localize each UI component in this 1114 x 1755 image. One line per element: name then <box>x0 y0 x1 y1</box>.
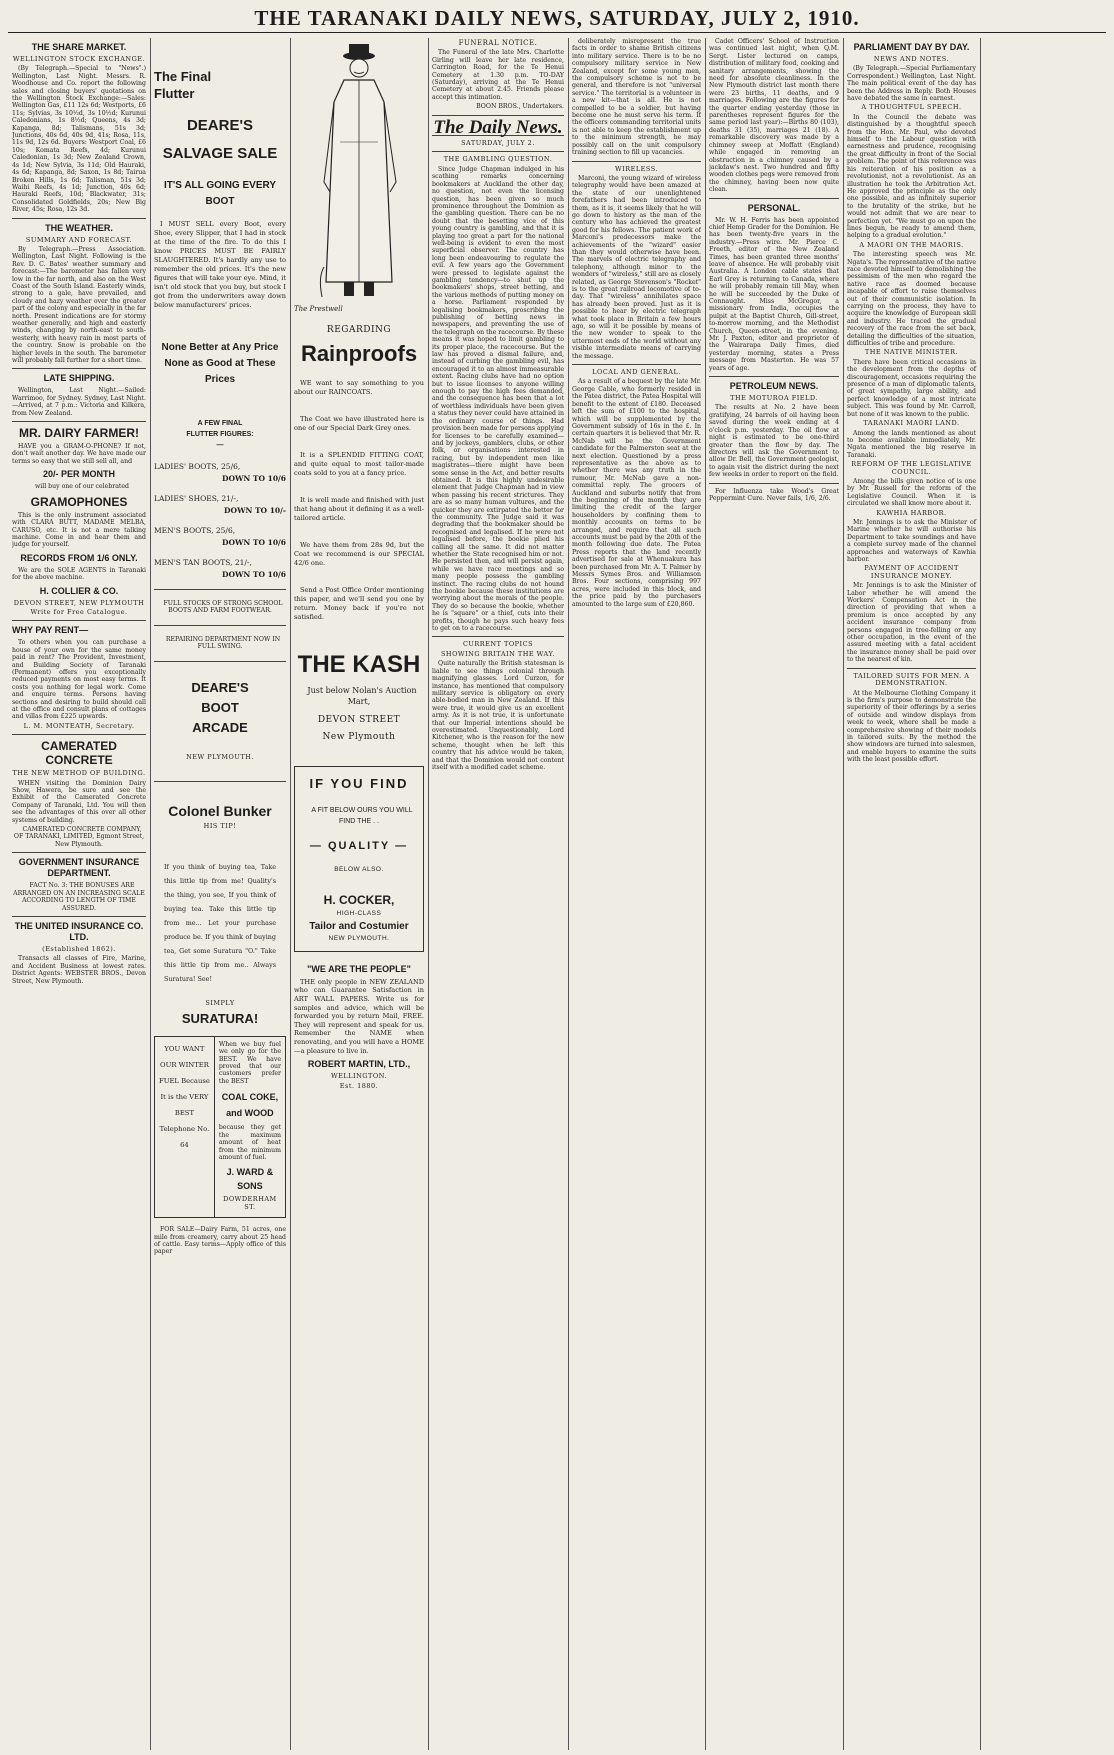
accident-heading: PAYMENT OF ACCIDENT INSURANCE MONEY. <box>864 564 959 580</box>
price-row <box>154 525 286 549</box>
share-market-text: (By Telegraph.—Special to "News".) Wellington, Last Night. Messrs. R. Woodhouse and Co. report the following sales and closing buyers' quotations on the Wellington Stock Exchange:—Sales: Wellington Gas, £11 12s 6d; Westports, £6 11s; Sylvias, 3s 10½d, 3s 10½d; Kurunui Caledonians, 1s 8½d; Queens, 4s 3d; Kapanga, 8d; Talismans, 51s 3d; Junctions, 40s 6d, 40s 9d, 41s; Rosa, 11s, 11s 9d, 12s 6d. Buyers: Westport Coal, £6 10s; Komata Reefs, 4d; Kurunui Caledonian, 1s 3d; New Zealand Crown, 4s 1d; New Sylvia, 3s 11d; Old Hauraki, 4s 6d; Kapanga, 8d; Saxon, 1s 8d; Tairua Broken Hills, 1s 6d; Talisman, 51s 3d; Waihi Reefs, 4s 1d; Junction, 40s 6d; Hauraki Reefs, 10d; Blackwater, 31s; Consolidated Goldfields, 20s; New Big River, 45s; Rosa, 12s 3d. <box>12 65 146 214</box>
regarding-label: REGARDING <box>326 325 392 336</box>
column-5 <box>572 38 701 1748</box>
influenza-footer: For Influenza take Wood's Great Peppermint Cure. Never fails, 1/6, 2/6. <box>709 487 839 502</box>
column-1 <box>12 38 146 1748</box>
bunker-poem: If you think of buying tea, Take this little tip from me! Quality's the thing, you see, If you think of buying tea. Take this little tip from me... Let your purchase produce be. If you think of buying tea, Get some Suratura "O." Take this little tip from me.. Always Suratura! See! <box>164 863 276 984</box>
price-down-to: DOWN TO 10/6 <box>221 538 286 547</box>
column-rule <box>705 38 706 1750</box>
people-text: THE only people in NEW ZEALAND who can Guarantee Satisfaction in ART WALL PAPERS. Write us for samples and advice, which will be forwarded you by return Mail, FREE. They will represent and speak for us. Remember the NAME when renovating, and you will have a HOME—a pleasure to live in. <box>294 977 424 1055</box>
cocker-place: NEW PLYMOUTH. <box>328 935 390 943</box>
divider <box>709 483 839 484</box>
tailored-text: At the Melbourne Clothing Company it is the firm's purpose to demonstrate the superiority of their offerings by a series of outside and window displays from week to week, where shall be made a comprehensive showing of their models in tailored suits. By the method the show windows are turned into salesmen, and enable buyers to examine the suits with the least possible effort. <box>847 689 976 764</box>
maori-land-heading: TARANAKI MAORI LAND. <box>863 419 960 428</box>
share-market-subheading: WELLINGTON STOCK EXCHANGE. <box>12 55 146 63</box>
divider <box>709 198 839 199</box>
kash-heading: THE KASH <box>297 650 421 678</box>
weather-text: By Telegraph.—Press Association. Wellington, Last Night. Following is the Rev. D. C. Bates' weather summary and forecast:—The barometer has fallen very low in the far north, and also on the West Coast of the South Island. Easterly winds, strong to a gale, have prevailed, and cloudy and hazy weather over the greater part of the colony and especially in the far north. Present indications are for stormy weather generally, and high and easterly winds, changing by north-east to south-westerly, with heavy rain in most parts of the country. Snow is probable on the higher levels in the south. The barometer will probably fall further for a short time. <box>12 245 146 365</box>
local-general-text: As a result of a bequest by the late Mr. George Cable, who formerly resided in the Patea district, the Patea Hospital will benefit to the extent of £180. Deceased left the sum of £100 to the hospital, which will be supplemented by the Government subsidy of 16s in the £. In certain quarters it is believed that Mr. R. McNab will be the Government candidate for the Palmerston seat at the next election. Questioned by a press representative as the above as to whether there was any truth in the rumour, Mr. McNab gave a non-committal reply. The grocers of Auckland and suburbs notify that from the beginning of the month they are limiting the credit of the larger householders by confining them to monthly accounts on terms to be arranged, and require that all such accounts must be paid by the 20th of the month following due date. The Patea Press reports that the land recently advertised for sale at Whenuakura has been purchased from Mr. A. T. Palmer by Messrs Symes Bros. and Williamson Bros. Four sections, comprising 997 acres, were included in this block, and the price paid by the purchasers amounted to the large sum of £20,860. <box>572 378 701 608</box>
rain-text-6: Send a Post Office Order mentioning this paper, and we'll send you one by return. Money back if you're not satisfied. <box>294 585 424 621</box>
insurance-text: FACT No. 3: THE BONUSES ARE ARRANGED ON AN INCREASING SCALE ACCORDING TO LENGTH OF TIME ASSURED. <box>13 882 145 912</box>
colonel-bunker-heading: Colonel Bunker <box>168 803 272 820</box>
gambling-text: Since Judge Chapman indulged in his scathing remarks concerning bookmakers at Auckland the other day, no question, not even the licensing question, has been given so much prominence throughout the Dominion as the gambling question. There can be no doubt that the besetting vice of this young country is gambling, and that it is playing too great a part for the national well-being is evident to even the most superficial observer. The country has long been endeavouring to regulate the evil. A few years ago the Government were pressed to legislate against the gambling tendency—to shut up the bookmakers' shops, street betting, and the various methods of putting money on a horse. Parliament responded by legalising bookmakers, proscribing the publishing of betting news in newspapers, and preventing the use of the telegraph on the racecourse. By these means it was hoped to limit gambling to its proper place, the racecourse. But the law has proved a dismal failure, and, instead of curbing the gambling evil, has encouraged it to an almost immeasurable extent. Racing clubs have had no option but to issue licenses to anyone willing enough to pay the high fees demanded, and the consequence has been that a lot of worthless individuals have been given a status they never could have attained in the ordinary course of things. Had provision been made for persons applying for licenses to be carefully examined—and by jockeys, gamblers, clubs, or other folk, or organisations interested in racing, but by independent men like magistrates—there might have been some sense in the Act, and better results obtained. It is this highly undesirable element that Judge Chapman had in view when passing his recent strictures. They are as so many human vultures, and the quicker they are extirpated the better for the community. The Judge said it was degrading that the bookmaker should be recognised and legalised. If he were not legalised before, the bookie plied his calling all the same. It did not matter whether the State recognised him or not. He persisted then, and will persist again, while we have race meetings and so many people possess the gambling instinct. The racing clubs do not hound the bookie because these institutions are worrying about the morals of the people. They do so because the bookie, whether he is "square" or a thief, cuts into their profits, though he pays such heavy fees to get on to a racecourse. <box>432 165 564 633</box>
simply-label: SIMPLY <box>205 999 235 1008</box>
final-flutter-figures: A FEW FINAL FLUTTER FIGURES:— <box>186 420 254 449</box>
arcade-place: NEW PLYMOUTH. <box>186 752 254 761</box>
concrete-heading: CAMERATED CONCRETE <box>41 739 117 768</box>
funeral-text: The Funeral of the late Mrs. Charlotte Girling will leave her late residence, Carrington Road, for the Te Henui Cemetery at 1.30 p.m. TO-DAY (Saturday), arriving at the Te Henui Cemetery at about 2.45. Friends please accept this intimation. <box>432 49 564 101</box>
local-general-heading: LOCAL AND GENERAL. <box>592 368 681 377</box>
divider <box>432 636 564 637</box>
prestwell-caption: The Prestwell <box>294 305 343 313</box>
none-better-line: None Better at Any Price None as Good at These Prices <box>161 342 279 385</box>
price-down-to: DOWN TO 10/- <box>224 506 286 515</box>
price-item: LADIES' BOOTS, 25/6, <box>154 462 241 471</box>
concrete-subheading: THE NEW METHOD OF BUILDING. <box>12 769 146 778</box>
weather-subheading: SUMMARY AND FORECAST. <box>25 235 133 244</box>
martin-place: WELLINGTON. <box>330 1072 387 1081</box>
column-3 <box>294 38 424 1748</box>
shipping-text: Wellington, Last Night.—Sailed: Warrimoo, for Sydney. Sydney, Last Night.—Arrived, at 7 p.m.: Victoria and Kilkera, from New Zealand. <box>12 387 146 417</box>
ward-right-text: When we buy fuel we only go for the BEST. We have proved that our customers prefer the BEST <box>218 1040 281 1085</box>
native-minister-heading: THE NATIVE MINISTER. <box>864 348 959 357</box>
column-rule <box>568 38 569 1750</box>
divider <box>12 916 146 917</box>
rent-heading: WHY PAY RENT— <box>12 625 89 636</box>
divider <box>432 151 564 152</box>
martin-established: Est. 1880. <box>339 1081 379 1090</box>
ward-fuel-types: COAL COKE, and WOOD <box>221 1092 279 1119</box>
current-topics-text: Quite naturally the British statesman is liable to see things colonial through magnifying glasses. Lord Curzon, for instance, has mentioned that compulsory military service is obligatory on every able-bodied man in New Zealand. If this were true, it would give us an excellent army. As it is not true, it is unfortunate that our Imperial intentions should be overestimated. Unquestionably, Lord Kitchener, who is the reason for the new scheme, thought when he left this country that his advice would be taken, and that the Dominion would not content itself with a modified cadet scheme. <box>432 660 564 771</box>
cocker-trade: Tailor and Costumier <box>309 921 409 933</box>
funeral-heading: FUNERAL NOTICE. <box>458 39 538 47</box>
thoughtful-text: In the Council the debate was distinguished by a thoughtful speech from the Hon. Mr. Paul, who devoted himself to the Labour question with earnestness and prudence, recognising the great difficulty in front of the Social problem. The point of this reference was his reiteration of his position as a revolutionist, not a revolutionist. As an illustration he took the Arbitration Act. He approved the principle as the only one possible, and as infinitely superior to the brutality of the strike, but he would not admit that we are near to perfection yet. "We must go on upon the lines begun, be ready to amend them, helping to a gradual evolution." <box>847 113 976 240</box>
kash-place: New Plymouth <box>322 732 396 743</box>
below-also: BELOW ALSO. <box>334 865 384 873</box>
column-rule <box>150 38 151 1750</box>
ward-address: DOWDERHAM ST. <box>223 1195 277 1211</box>
paper-date: SATURDAY, JULY 2. <box>461 139 535 148</box>
if-you-find-heading: IF YOU FIND <box>309 775 409 791</box>
divider <box>572 364 701 365</box>
shipping-heading: LATE SHIPPING. <box>43 373 115 384</box>
news-notes-heading: NEWS AND NOTES. <box>873 55 950 63</box>
final-flutter-heading: The Final Flutter <box>154 69 212 101</box>
divider <box>154 661 286 662</box>
divider <box>154 781 286 782</box>
people-heading: "WE ARE THE PEOPLE" <box>307 963 411 974</box>
concrete-text: WHEN visiting the Dominion Dairy Show, Hawera, be sure and see the Exhibit of the Camerated Concrete Company of Taranaki, Ltd. You will then see the advantages of this over all other systems of building. <box>12 779 146 824</box>
thoughtful-heading: A THOUGHTFUL SPEECH. <box>861 103 962 112</box>
collier-address: DEVON STREET, NEW PLYMOUTH <box>13 598 145 607</box>
kawhia-text: Mr. Jennings is to ask the Minister of Marine whether he will authorise his Department to take soundings and have a complete survey made of the channel approaches and waterways of Kawhia harbor. <box>847 518 976 563</box>
column-4 <box>432 38 564 1748</box>
collier-catalogue: Write for Free Catalogue. <box>30 607 128 616</box>
united-established: (Established 1862). <box>42 944 116 953</box>
rent-text: To others when you can purchase a house of your own for the same money paid in rent? The Provident, Investment, and Building Society of Taranaki (Permanent) offers you exceptionally reduced payments on most easy terms. It costs you nothing for legal work. Come and enquire terms. Persons having sections and desiring to build should call at the office and consult plans of cottages and villas from £225 upwards. <box>12 639 146 721</box>
full-stocks-line: FULL STOCKS OF STRONG SCHOOL BOOTS AND FARM FOOTWEAR. <box>163 600 283 615</box>
ward-name: J. WARD & SONS <box>226 1167 274 1192</box>
price-row <box>154 557 286 581</box>
divider <box>12 421 146 422</box>
maori-text: The interesting speech was Mr. Ngata's. The representative of the native race devoted himself to demolishing the pessimism of the men who regard the native race as doomed because incapable of effort to raise themselves out of their communistic isolation. In carrying on the process, they have to acquire the knowledge of European skill and industry. He traced the gradual recovery of the race from the set back, detailing the difficulties of the situation, difficulties of tribe and procedure. <box>847 251 976 348</box>
cocker-subheading: HIGH-CLASS <box>336 910 382 918</box>
cocker-name: H. COCKER, <box>323 893 395 908</box>
insurance-heading: GOVERNMENT INSURANCE DEPARTMENT. <box>18 857 140 879</box>
maori-heading: A MAORI ON THE MAORIS. <box>859 240 964 249</box>
divider <box>12 368 146 369</box>
parliament-heading: PARLIAMENT DAY BY DAY. <box>853 42 970 52</box>
bunker-subheading: HIS TIP! <box>203 822 237 831</box>
wireless-text: Marconi, the young wizard of wireless telegraphy would have been amazed at the state of our unenlightened forefathers had been introduced to them, as it is, it seems likely that he will go down to history as the man of the century who has achieved the greatest good for his fellows. The patient work of Marconi's predecessors make the achievements of the "wizard" easier than they would otherwise have been. The marvels of electric telegraphy and telephony, although minor to the wonders of "wireless," still are as closely related, as George Stevenson's "Rocket" is to the great railroad locomotive of to-day. That "wireless" annihilates space has already been proved. Just as it is possible to hear by electric telegraph what took place in Britain a few hours ago, so will it be possible by means of the new wonder to speak to the uttermost ends of the world without any visible intermediate means of carrying the message. <box>572 174 701 360</box>
personal-text: Mr. W. H. Ferris has been appointed chief Hemp Grader for the Dominion. He has been twenty-five years in the industry.—Press wire. Mr. Pierce C. Freeth, editor of the New Zealand Times, has been granted three months' leave of absence. He will probably visit Australia. A London cable states that Earl Grey is returning to Canada, where he will probably remain till May, when he will be succeeded by the Duke of Connaught. Miss McGregor, a missionary from India, occupies the pulpit at the Baptist Church, Gill-street, to-morrow morning, and the Methodist Church, Queen-street, in the evening. Mr. J. Paxton, editor and proprietor of the Wairarapa Daily Times, died yesterday morning, states a Press message from Masterton. He was 57 years of age. <box>709 216 839 372</box>
ward-fuel-ad <box>154 1036 286 1218</box>
divider <box>709 376 839 377</box>
martin-name: ROBERT MARTIN, LTD., <box>307 1059 411 1070</box>
rain-text-4: It is well made and finished with just that hang about it defining it as a well-tailored article. <box>294 495 424 522</box>
quality-line: — QUALITY — <box>309 839 409 852</box>
deare-salvage-heading: DEARE'S SALVAGE SALE <box>162 117 278 162</box>
masthead: THE TARANAKI DAILY NEWS, SATURDAY, JULY 2, 1910. <box>254 6 860 30</box>
suratura-heading: SURATURA! <box>181 1010 259 1026</box>
gramophones-heading: GRAMOPHONES <box>30 494 128 509</box>
share-market-heading: THE SHARE MARKET. <box>31 42 127 52</box>
ward-left-text: YOU WANT OUR WINTER FUEL Because It is the VERY BEST Telephone No. 64 <box>155 1037 215 1217</box>
paper-title: The Daily News. <box>433 116 563 138</box>
divider <box>847 668 976 669</box>
wireless-heading: WIRELESS. <box>614 164 659 173</box>
column-rule <box>428 38 429 1750</box>
dairy-text-4: We are the SOLE AGENTS in Taranaki for the above machine. <box>12 566 146 582</box>
column-2 <box>154 38 286 1748</box>
kash-street: DEVON STREET <box>317 714 401 725</box>
divider <box>12 218 146 219</box>
military-text: deliberately misrepresent the true facts in order to shame British citizens into military service. There is to be no compulsory military service in New Zealand, except for some young men, the compulsory scheme is not to be general, and therefore is not "universal service." The territorial is a volunteer in a new kit—that is all. He is not compelled to be a soldier, but having become one he must serve his term. If the officers commanding territorial units is not able to keep the establishment up to the minimum strength, he may possibly call on the unit compulsory training section to fill up vacancies. <box>572 38 701 157</box>
divider <box>154 625 286 626</box>
records-line: RECORDS FROM 1/6 ONLY. <box>20 552 138 563</box>
column-6 <box>709 38 839 1748</box>
cocker-ad <box>294 766 424 952</box>
maori-land-text: Among the lands mentioned as about to become available immediately, Mr. Ngata mentioned the big reserve in Taranaki. <box>847 429 976 459</box>
united-heading: THE UNITED INSURANCE CO. LTD. <box>14 920 144 942</box>
kash-subheading: Just below Nolan's Auction Mart, <box>307 685 417 706</box>
divider <box>154 589 286 590</box>
personal-heading: PERSONAL. <box>747 202 801 213</box>
current-topics-subheading: SHOWING BRITAIN THE WAY. <box>440 649 555 658</box>
divider <box>12 734 146 735</box>
ward-right <box>215 1037 285 1217</box>
deare-salvage-subheading: IT'S ALL GOING EVERY BOOT <box>163 180 277 207</box>
dairy-text-1: HAVE you a GRAM-O-PHONE? If not, don't wait another day. We have made our terms so easy that we still sell all, and <box>12 443 146 465</box>
man-in-raincoat-illustration <box>304 42 414 302</box>
divider <box>572 161 701 162</box>
dairy-text-2: will buy one of our celebrated <box>34 483 130 491</box>
petroleum-text: The results at No. 2 have been gratifying, 24 barrels of oil having been saved during the week ending at 4 o'clock p.m. yesterday. The oil flow at night is estimated to be one-third greater than the flow by day. The directors will ask the Government to allow Dr. Bell, the Government geologist, to again visit the district during the next few weeks in order to report on the field. <box>709 404 839 479</box>
column-rule <box>290 38 291 1750</box>
concrete-company: CAMERATED CONCRETE COMPANY, OF TARANAKI, LIMITED, Egmont Street, New Plymouth. <box>13 826 145 848</box>
rain-text-1: WE want to say something to you about our RAINCOATS. <box>294 378 424 396</box>
repairing-line: REPAIRING DEPARTMENT NOW IN FULL SWING. <box>165 635 281 651</box>
cadet-text: Cadet Officers' School of Instruction was continued last night, when Q.M. Sergt. Lister lectured on camps, distribution of military food, cooking and sanitary arrangements, showing the need for absolute cleanliness. In the New Plymouth district last month there were 23 births, 11 deaths, and 9 marriages. Following are the figures for the quarter ending yesterday (those in parentheses represent figures for the same period last year):—Births 80 (103), deaths 31 (35), marriages 21 (18). A remarkable discovery was made by a chimney sweep at Moffatt (England) while engaged in removing an obstruction in a chimney caused by a jackdaw's nest. Two hundred and fifty wooden clothes pegs were removed from the chimney, having been now quite clean. <box>709 38 839 194</box>
deare-boot-arcade: DEARE'S BOOT ARCADE <box>191 679 249 735</box>
rain-text-2: The Coat we have illustrated here is one of our Special Dark Grey ones. <box>294 414 424 432</box>
tailored-heading: TAILORED SUITS FOR MEN. A DEMONSTRATION. <box>853 671 970 688</box>
collier-name: H. COLLIER & CO. <box>39 585 119 596</box>
find-text: A FIT BELOW OURS YOU WILL FIND THE . . <box>311 806 413 825</box>
price-down-to: DOWN TO 10/6 <box>221 570 286 579</box>
dairy-price: 20/- PER MONTH <box>42 469 115 480</box>
column-7 <box>847 38 1105 1748</box>
accident-text: Mr. Jennings is to ask the Minister of Labor whether he will amend the Workers' Compensation Act in the direction of providing that when a premium is once accepted by any accident insurance company from persons engaged in tree-felling or any other occupation, in the event of the assured meeting with a fatal accident the insurance money shall be paid over to the nearest of kin. <box>847 582 976 664</box>
rent-signature: L. M. MONTEATH, Secretary. <box>23 721 135 730</box>
current-topics-heading: CURRENT TOPICS <box>462 640 534 649</box>
reform-text: Among the bills given notice of is one by Mr. Russell for the reform of the Legislative Council. When it is circulated we shall know more about it. <box>847 477 976 508</box>
kawhia-heading: KAWHIA HARBOR. <box>876 508 947 517</box>
price-row <box>154 461 286 485</box>
column-rule <box>843 38 844 1750</box>
dairy-text-3: This is the only instrument associated with CLARA BUTT, MADAME MELBA, CARUSO, etc. It is not a mere talking machine. Come in and hear them and judge for yourself. <box>12 511 146 549</box>
divider <box>12 852 146 853</box>
price-item: LADIES' SHOES, 21/-, <box>154 494 239 503</box>
divider <box>12 620 146 621</box>
dairy-farmer-heading: MR. DAIRY FARMER! <box>19 426 139 441</box>
divider <box>432 115 564 116</box>
gambling-heading: THE GAMBLING QUESTION. <box>443 155 553 164</box>
news-notes-text: (By Telegraph.—Special Parliamentary Correspondent.) Wellington, Last Night. The main political event of the day has been the Address in Reply. Both Houses have debated the same in earnest. <box>847 65 976 103</box>
rain-text-3: It is a SPLENDID FITTING COAT, and quite equal to most tailor-made coats sold to you at a fancy price. <box>294 450 424 477</box>
column-7-inner <box>847 38 976 766</box>
native-minister-text: There have been critical occasions in the development from the depths of discouragement, occasions requiring the presence of a man of diplomatic talents, of great sympathy, large ability, and perfect knowledge of a most intricate subject. This was found by Mr. Carroll, but none of it was known to the public. <box>847 358 976 418</box>
rainproofs-heading: Rainproofs <box>300 340 418 366</box>
price-item: MEN'S BOOTS, 25/6, <box>154 526 236 535</box>
funeral-signature: BOON BROS., Undertakers. <box>476 103 564 111</box>
weather-heading: THE WEATHER. <box>45 222 113 233</box>
petroleum-subheading: THE MOTUROA FIELD. <box>730 394 818 403</box>
ward-text-2: because they get the maximum amount of heat from the minimum amount of fuel. <box>218 1124 281 1161</box>
reform-heading: REFORM OF THE LEGISLATIVE COUNCIL. <box>851 460 972 476</box>
petroleum-heading: PETROLEUM NEWS. <box>729 381 819 392</box>
rain-text-5: We have them from 28s 9d, but the Coat we recommend is our SPECIAL 42/6 one. <box>294 540 424 567</box>
united-text: Transacts all classes of Fire, Marine, and Accident Business at lowest rates. District Agents: WEBSTER BROS., Devon Street, New Plymouth. <box>12 955 146 985</box>
masthead-rule <box>8 32 1106 33</box>
price-list <box>154 461 286 581</box>
for-sale-text: FOR SALE—Dairy Farm, 51 acres, one mile from creamery, carry about 25 head of cattle. Easy terms—Apply office of this paper <box>154 1226 286 1256</box>
price-item: MEN'S TAN BOOTS, 21/-, <box>154 558 252 567</box>
price-down-to: DOWN TO 10/6 <box>221 474 286 483</box>
price-row <box>154 493 286 517</box>
deare-salvage-text: I MUST SELL every Boot, every Shoe, every Slipper, that I had in stock at the time of the fire. To do this I know PRICES MUST BE FAIRLY SLAUGHTERED. It's hardly any use to remember the old prices. It's the new figures that will take your eye. Mind, it isn't old stock that you buy, but stock I got from the underwriters away down below manufacturers' prices. <box>154 220 286 309</box>
